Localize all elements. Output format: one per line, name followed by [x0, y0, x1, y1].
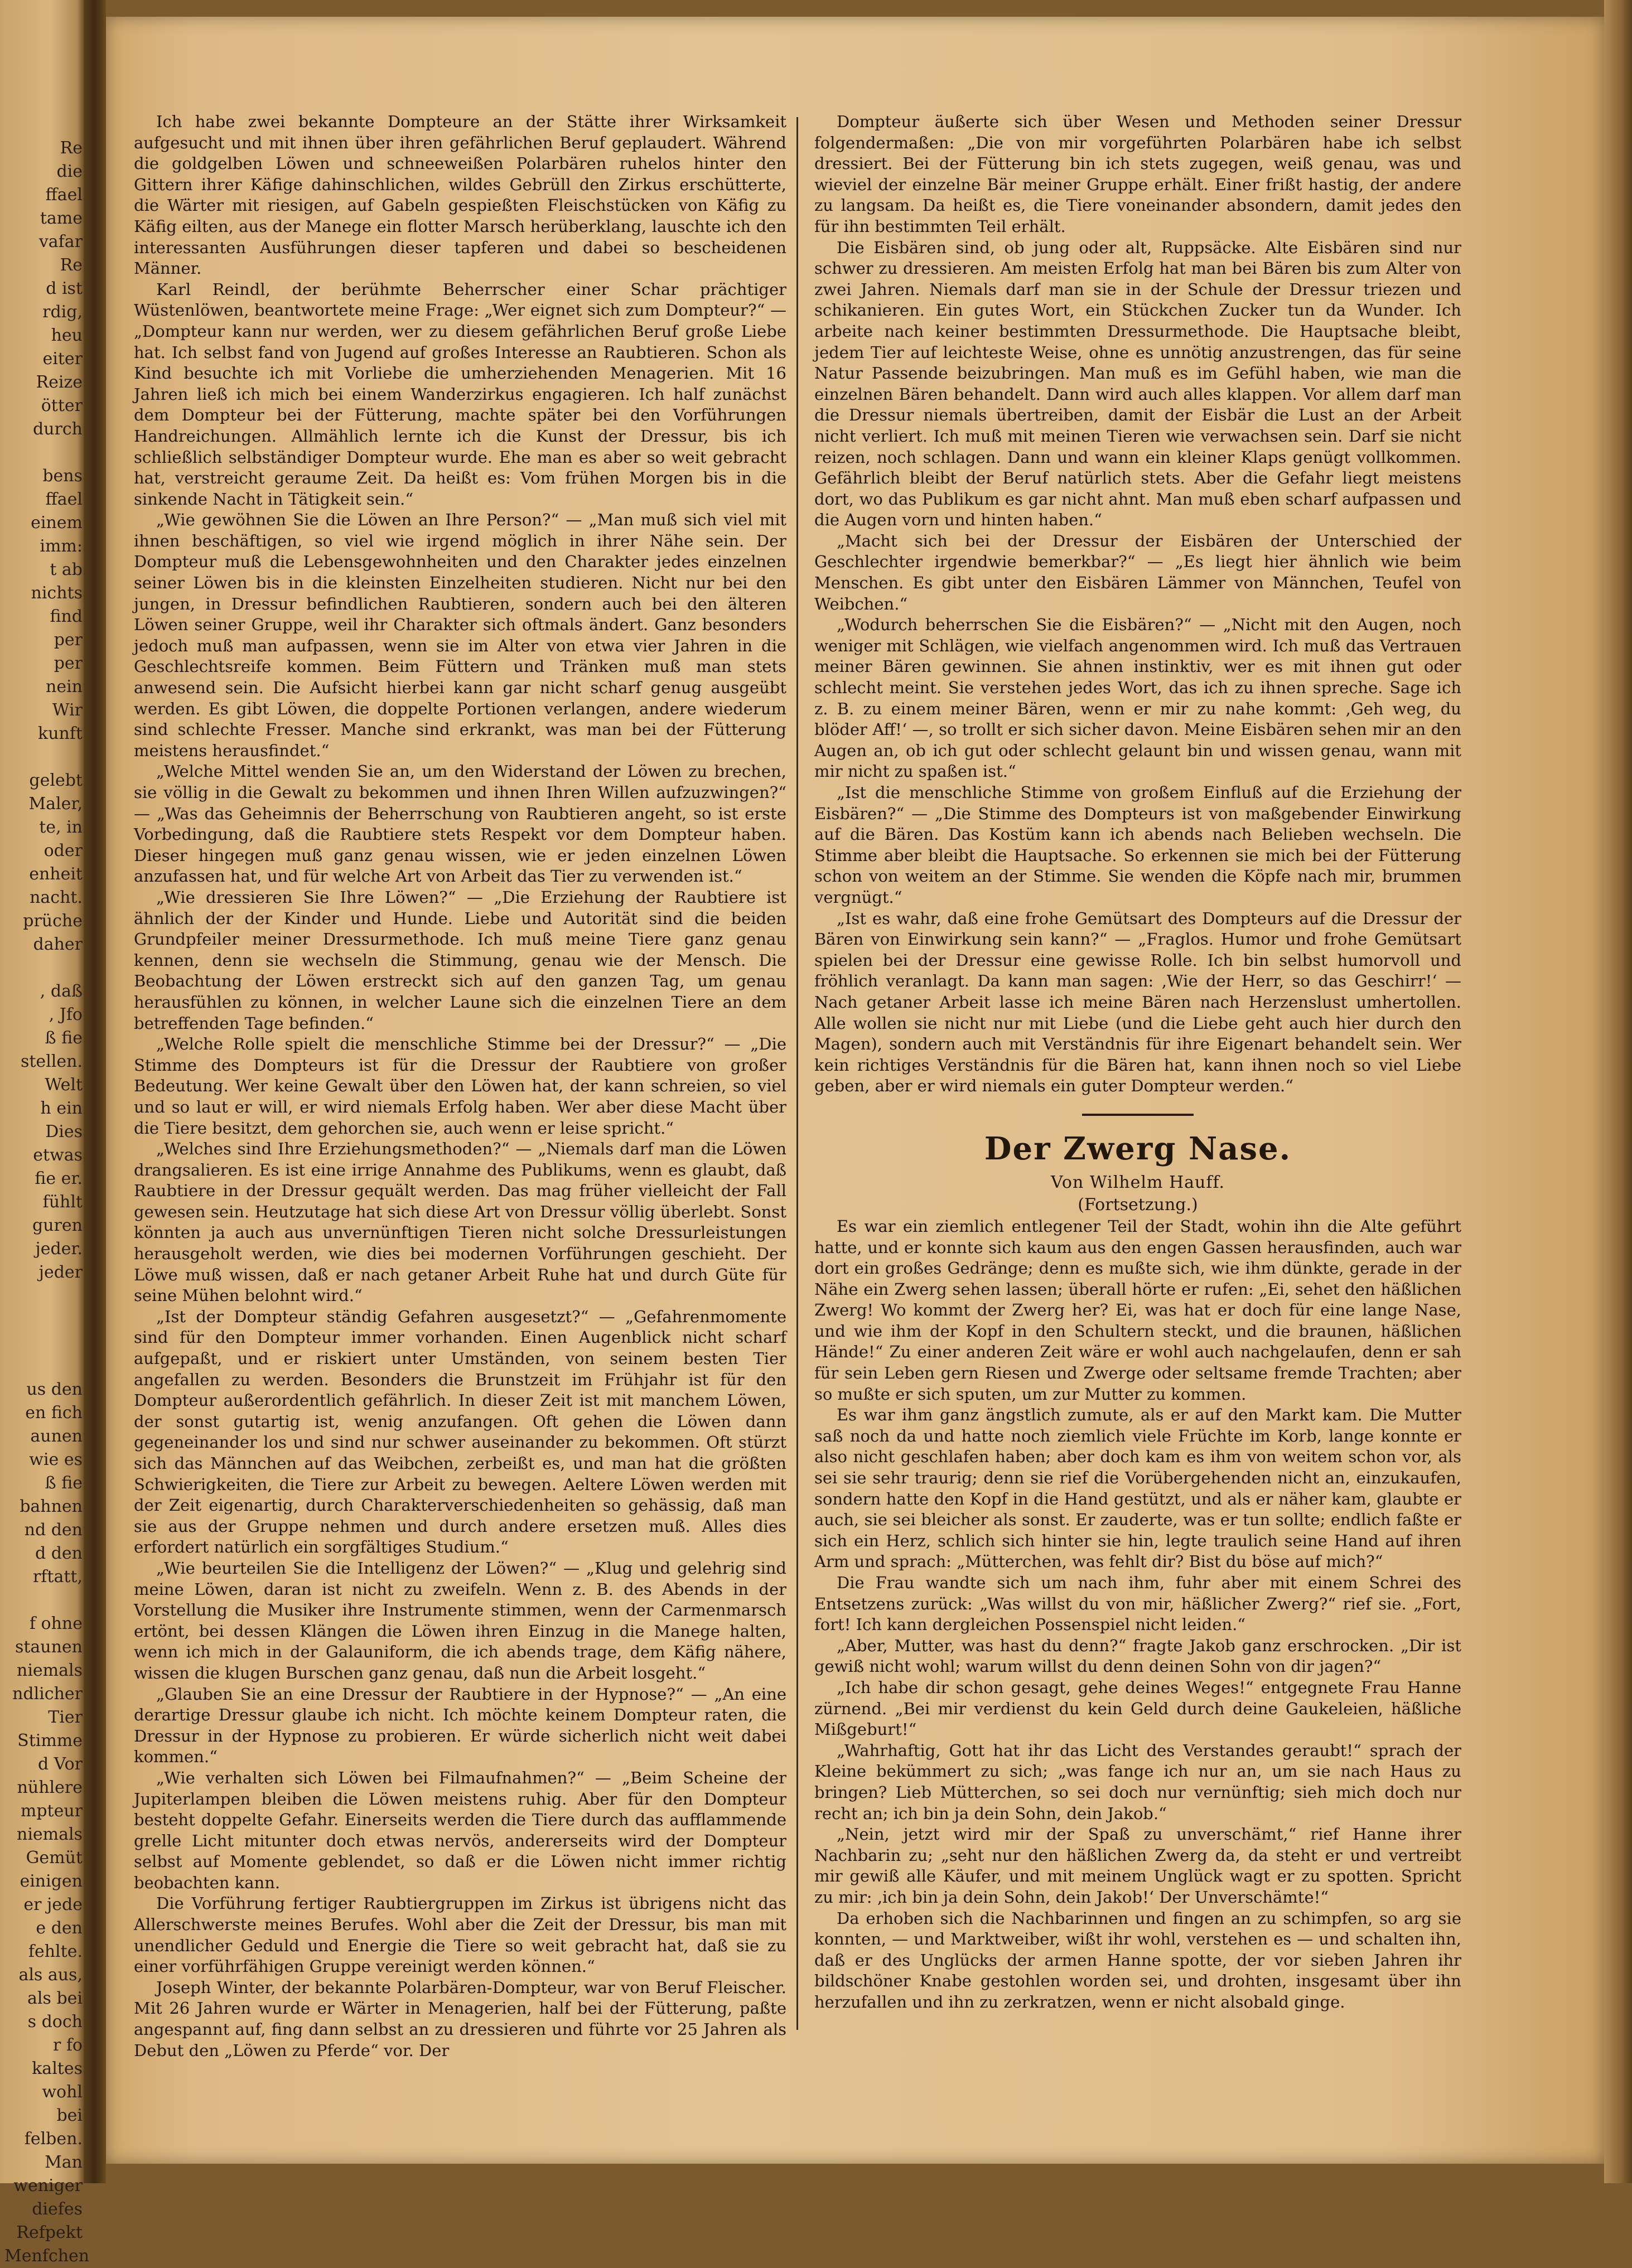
paragraph: Die Vorführung fertiger Raubtiergruppen im Zirkus ist übrigens nicht das Allerschwerste meines Berufes. Wohl aber die Zeit der Dressur, bis man mit unendlicher Geduld und Energie die Tiere so weit gebracht hat, daß sie zu einer vorführfähigen Gruppe vereinigt werden können.“ [134, 1894, 786, 1976]
story-byline: Von Wilhelm Hauff. [1050, 1172, 1225, 1192]
paragraph: Ich habe zwei bekannte Dompteure an der Stätte ihrer Wirksamkeit aufgesucht und mit ihnen über ihren gefährlichen Beruf geplaudert. Während die goldgelben Löwen und schneeweißen Polarbären ruhelos hinter den Gittern ihrer Käfige dahinschlichen, wildes Gebrüll den Zirkus erschütterte, die Wärter mit riesigen, auf Gabeln gespießten Fleischstücken von Käfig zu Käfig eilten, aus der Manege ein flotter Marsch herüberklang, lauschte ich den interessanten Ausführungen dieser tapferen und dabei so bescheidenen Männer. [134, 112, 786, 278]
left-page-fragment-text: Re die ffael tame vafar Re d ist rdig, heu eiter Reize ötter durch bens ffael einem imm: t ab nichts find per per nein Wir kunft gelebt Maler, te, in oder enheit nacht. prüche daher , daß , Jfo ß fie stellen. Welt h ein Dies etwas fie er. fühlt guren jeder. jeder us den en fich aunen wie es ß fie bahnen nd den d den rftatt, f ohne staunen niemals ndlicher Tier Stimme d Vor nühlere mpteur niemals Gemüt einigen er jede e den fehlte. als aus, als bei s doch r fo kaltes wohl bei felben. Man weniger diefes Refpekt Menfchen [4, 138, 90, 2266]
paragraph: Die Eisbären sind, ob jung oder alt, Ruppsäcke. Alte Eisbären sind nur schwer zu dressieren. Am meisten Erfolg hat man bei Bären bis zum Alter von zwei Jahren. Niemals darf man sie in der Schule der Dressur triezen und schikanieren. Ein gutes Wort, ein Stückchen Zucker tun da Wunder. Ich arbeite nach keiner bestimmten Dressurmethode. Die Hauptsache bleibt, jedem Tier auf leichteste Weise, ohne es unnötig anzustrengen, das für seine Natur Passende beizubringen. Man muß es im Gefühl haben, wie man die einzelnen Bären behandelt. Dann wird auch alles klappen. Vor allem darf man die Dressur niemals übertreiben, damit der Eisbär die Lust an der Arbeit nicht verliert. Ich muß mit meinen Tieren wie verwachsen sein. Darf sie nicht reizen, noch schlagen. Dann und wann ein kleiner Klaps genügt vollkommen. Gefährlich bleibt der Beruf natürlich stets. Aber die Gefahr liegt meistens dort, wo das Publikum es gar nicht ahnt. Man muß eben scharf aufpassen und die Augen vorn und hinten haben.“ [814, 238, 1461, 530]
paragraph: „Welches sind Ihre Erziehungsmethoden?“ — „Niemals darf man die Löwen drangsalieren. Es ist eine irrige Annahme des Publikums, wenn es glaubt, daß Raubtiere in der Dressur gequält werden. Das mag früher vielleicht der Fall gewesen sein. Heutzutage hat sich diese Art von Dressur völlig überlebt. Sonst könnten ja auch aus unvernünftigen Tieren nicht solche Dressurleistungen herausgeholt werden, wie dies bei modernen Vorführungen geschieht. Der Löwe muß wissen, daß er nach getaner Arbeit Ruhe hat und durch Güte für seine Mühen belohnt wird.“ [134, 1139, 786, 1305]
paragraph: „Glauben Sie an eine Dressur der Raubtiere in der Hypnose?“ — „An eine derartige Dressur glaube ich nicht. Ich möchte keinem Dompteur raten, die Dressur in der Hypnose zu probieren. Er würde sicherlich nicht weit dabei kommen.“ [134, 1684, 786, 1767]
story-paragraph: „Aber, Mutter, was hast du denn?“ fragte Jakob ganz erschrocken. „Dir ist gewiß nicht wohl; warum willst du denn deinen Sohn von dir jagen?“ [814, 1636, 1461, 1676]
paragraph: „Ist es wahr, daß eine frohe Gemütsart des Dompteurs auf die Dressur der Bären von Einwirkung sein kann?“ — „Fraglos. Humor und frohe Gemütsart spielen bei der Dressur eine gewisse Rolle. Ich bin selbst humorvoll und fröhlich veranlagt. Da kann man sagen: ‚Wie der Herr, so das Geschirr!‘ — Nach getaner Arbeit lasse ich meine Bären nach Herzenslust umhertollen. Alle wollen sie nicht nur mit Liebe (und die Liebe geht auch hier durch den Magen), sondern auch mit Verständnis für ihre Eigenart behandelt sein. Wer kein richtiges Verständnis für die Bären hat, kann ihnen noch so viel Liebe geben, aber er wird niemals ein guter Dompteur werden.“ [814, 908, 1461, 1096]
paragraph: „Ist der Dompteur ständig Gefahren ausgesetzt?“ — „Gefahrenmomente sind für den Dompteur immer vorhanden. Einen Augenblick nicht scharf aufgepaßt, und er riskiert unter Umständen, von seinem besten Tier angefallen zu werden. Besonders die Brunstzeit im Frühjahr ist für den Dompteur außerordentlich gefährlich. In dieser Zeit ist mit manchem Löwen, der sonst gutartig ist, wenig anzufangen. Oft gehen die Löwen dann gegeneinander los und sind nur schwer auseinander zu bekommen. Oft stürzt sich das Männchen auf das Weibchen, zerbeißt es, und man hat die größten Schwierigkeiten, die Tiere zur Arbeit zu bewegen. Aeltere Löwen werden mit der Zeit eigenartig, durch Charakterverschiedenheiten so gehässig, daß man sie aus der Gruppe nehmen und durch andere ersetzen muß. Alles dies erfordert natürlich ein sorgfältiges Studium.“ [134, 1307, 786, 1557]
story-paragraph: Die Frau wandte sich um nach ihm, fuhr aber mit einem Schrei des Entsetzens zurück: „Was willst du von mir, häßlicher Zwerg?“ rief sie. „Fort, fort! Ich kann dergleichen Possenspiel nicht leiden.“ [814, 1573, 1461, 1634]
story-paragraph: „Ich habe dir schon gesagt, gehe deines Weges!“ entgegnete Frau Hanne zürnend. „Bei mir verdienst du kein Geld durch deine Gaukeleien, häßliche Mißgeburt!“ [814, 1677, 1461, 1739]
paragraph: „Welche Rolle spielt die menschliche Stimme bei der Dressur?“ — „Die Stimme des Dompteurs ist für die Dressur der Raubtiere von großer Bedeutung. Wer keine Gewalt über den Löwen hat, der kann schreien, so viel und so laut er will, er wird niemals Erfolg haben. Wer aber diese Macht über die Tiere besitzt, dem gehorchen sie, auch wenn er leise spricht.“ [134, 1034, 786, 1138]
paragraph: „Macht sich bei der Dressur der Eisbären der Unterschied der Geschlechter irgendwie bemerkbar?“ — „Es liegt hier ähnlich wie beim Menschen. Es gibt unter den Eisbären Lämmer von Männchen, Teufel von Weibchen.“ [814, 531, 1461, 613]
paragraph: Joseph Winter, der bekannte Polarbären-Dompteur, war von Beruf Fleischer. Mit 26 Jahren wurde er Wärter in Menagerien, half bei der Fütterung, paßte angespannt auf, fing dann selbst an zu dressieren und führte vor 25 Jahren als Debut den „Löwen zu Pferde“ vor. Der [134, 1977, 786, 2060]
story-paragraph: „Wahrhaftig, Gott hat ihr das Licht des Verstandes geraubt!“ sprach der Kleine bekümmert zu sich; „was fange ich nur an, um sie nach Haus zu bringen? Lieb Mütterchen, so sei doch nur vernünftig; sieh mich doch nur recht an; ich bin ja dein Sohn, dein Jakob.“ [814, 1740, 1461, 1823]
left-column [134, 112, 786, 2061]
paragraph: „Ist die menschliche Stimme von großem Einfluß auf die Erziehung der Eisbären?“ — „Die Stimme des Dompteurs ist von maßgebender Einwirkung auf die Bären. Das Kostüm kann ich abends nach Belieben wechseln. Die Stimme aber bleibt die Hauptsache. So erkennen sie mich bei der Fütterung schon von weitem an der Stimme. Sie wenden die Köpfe nach mir, brummen vergnügt.“ [814, 783, 1461, 907]
paragraph: Karl Reindl, der berühmte Beherrscher einer Schar prächtiger Wüstenlöwen, beantwortete meine Frage: „Wer eignet sich zum Dompteur?“ — „Dompteur kann nur werden, wer zu diesem gefährlichen Beruf große Liebe hat. Ich selbst fand von Jugend auf großes Interesse an Raubtieren. Schon als Kind besuchte ich mit Vorliebe die umherziehenden Menagerien. Mit 16 Jahren ließ ich mich bei einem Wanderzirkus engagieren. Ich half zunächst dem Dompteur bei der Fütterung, machte später bei den Vorführungen Handreichungen. Allmählich lernte ich die Kunst der Dressur, bis ich schließlich selbständiger Dompteur wurde. Ehe man es aber so weit gebracht hat, verstreicht geraume Zeit. Da heißt es: Vom frühen Morgen bis in die sinkende Nacht in Tätigkeit sein.“ [134, 279, 786, 509]
column-divider [796, 117, 798, 2030]
right-column [814, 112, 1461, 2013]
left-page-edge [0, 0, 90, 2266]
story-paragraph: Da erhoben sich die Nachbarinnen und fingen an zu schimpfen, so arg sie konnten, — und Marktweiber, wißt ihr wohl, verstehen es — und schalten ihn, daß er des Unglücks der armen Hanne spotte, der vor sieben Jahren ihr bildschöner Knabe gestohlen worden sei, und drohten, insgesamt über ihn herzufallen und ihn zu zerkratzen, wenn er nicht alsobald ginge. [814, 1908, 1461, 2011]
story-paragraph: Es war ein ziemlich entlegener Teil der Stadt, wohin ihn die Alte geführt hatte, und er konnte sich kaum aus den engen Gassen herausfinden, auch war dort ein großes Gedränge; denn es mußte sich, wie ihm dünkte, gerade in der Nähe ein Zwerg sehen lassen; überall hörte er rufen: „Ei, sehet den häßlichen Zwerg! Wo kommt der Zwerg her? Ei, was hat er doch für eine lange Nase, und wie ihm der Kopf in den Schultern steckt, und die braunen, häßlichen Hände!“ Zu einer anderen Zeit wäre er wohl auch nachgelaufen, denn er sah für sein Leben gern Riesen und Zwerge oder seltsame fremde Trachten; aber so mußte er sich sputen, um zur Mutter zu kommen. [814, 1216, 1461, 1404]
paragraph: „Wodurch beherrschen Sie die Eisbären?“ — „Nicht mit den Augen, noch weniger mit Schlägen, wie vielfach angenommen wird. Ich muß das Vertrauen meiner Bären gewinnen. Sie ahnen instinktiv, wer es mit ihnen gut oder schlecht meint. Sie verstehen jedes Wort, das ich zu ihnen spreche. Sage ich z. B. zu einem meiner Bären, wenn er mir zu nahe kommt: ‚Geh weg, du blöder Aff!‘ —, so trollt er sich sicher davon. Meine Eisbären sehen mir an den Augen an, ob ich gut oder schlecht gelaunt bin und wissen genau, wann mit mir nicht zu spaßen ist.“ [814, 615, 1461, 781]
paragraph: Dompteur äußerte sich über Wesen und Methoden seiner Dressur folgendermaßen: „Die von mir vorgeführten Polarbären habe ich selbst dressiert. Bei der Fütterung bin ich stets zugegen, weiß genau, was und wieviel der einzelne Bär meiner Gruppe erhält. Einer frißt hastig, der andere zu langsam. Da heißt es, die Tiere voneinander absondern, damit jedes den für ihn bestimmten Teil erhält. [814, 112, 1461, 236]
story-paragraph: Es war ihm ganz ängstlich zumute, als er auf den Markt kam. Die Mutter saß noch da und hatte noch ziemlich viele Früchte im Korb, lange konnte er also nicht geschlafen haben; aber doch kam es ihm von weitem schon vor, als sei sie sehr traurig; denn sie rief die Vorübergehenden nicht an, einzukaufen, sondern hatte den Kopf in die Hand gestützt, und als er näher kam, glaubte er auch, sie sei bleicher als sonst. Er zauderte, was er tun sollte; endlich faßte er sich ein Herz, schlich sich hinter sie hin, legte traulich seine Hand auf ihren Arm und sprach: „Mütterchen, was fehlt dir? Bist du böse auf mich?“ [814, 1405, 1461, 1571]
paragraph: „Welche Mittel wenden Sie an, um den Widerstand der Löwen zu brechen, sie völlig in die Gewalt zu bekommen und ihnen Ihren Willen aufzuzwingen?“ — „Was das Geheimnis der Beherrschung von Raubtieren angeht, so ist erste Vorbedingung, daß die Raubtiere stets Respekt vor dem Dompteur haben. Dieser hingegen muß ganz genau wissen, wie er jeden einzelnen Löwen anzufassen hat, und für welche Art von Arbeit das Tier zu verwenden ist.“ [134, 762, 786, 886]
right-page-edge [1604, 0, 1632, 2183]
article-separator [1082, 1114, 1194, 1116]
story-title: Der Zwerg Nase. [984, 1130, 1292, 1167]
paragraph: „Wie beurteilen Sie die Intelligenz der Löwen?“ — „Klug und gelehrig sind meine Löwen, daran ist nicht zu zweifeln. Wenn z. B. des Abends in der Vorstellung die Musiker ihre Instrumente stimmen, wenn der Carmenmarsch ertönt, bei dessen Klängen die Löwen ihren Einzug in die Manege halten, wenn ich mich in der Galauniform, die ich abends trage, dem Käfig nähere, wissen die klugen Burschen ganz genau, daß nun die Arbeit losgeht.“ [134, 1558, 786, 1682]
paragraph: „Wie dressieren Sie Ihre Löwen?“ — „Die Erziehung der Raubtiere ist ähnlich der der Kinder und Hunde. Liebe und Autorität sind die beiden Grundpfeiler meiner Dressurmethode. Ich muß meine Tiere ganz genau kennen, denn sie wechseln die Stimmung, genau wie der Mensch. Die Beobachtung der Löwen erstreckt sich auf den ganzen Tag, um genau herausfühlen zu können, in welcher Laune sich die einzelnen Tiere an dem betreffenden Tage befinden.“ [134, 887, 786, 1033]
book-gutter [84, 0, 106, 2183]
story-paragraph: „Nein, jetzt wird mir der Spaß zu unverschämt,“ rief Hanne ihrer Nachbarin zu; „seht nur den häßlichen Zwerg da, da steht er und vertreibt mir gewiß alle Käufer, und mit meinem Unglück wagt er zu spotten. Spricht zu mir: ‚ich bin ja dein Sohn, dein Jakob!‘ Der Unverschämte!“ [814, 1825, 1461, 1907]
paragraph: „Wie verhalten sich Löwen bei Filmaufnahmen?“ — „Beim Scheine der Jupiterlampen bleiben die Löwen meistens ruhig. Aber für den Dompteur besteht doppelte Gefahr. Einerseits werden die Tiere durch das aufflammende grelle Licht mitunter doch etwas nervös, andererseits wird der Dompteur selbst auf Momente geblendet, so daß er die Löwen nicht immer richtig beobachten kann. [134, 1768, 786, 1892]
story-continuation: (Fortsetzung.) [1078, 1195, 1198, 1215]
paragraph: „Wie gewöhnen Sie die Löwen an Ihre Person?“ — „Man muß sich viel mit ihnen beschäftigen, so viel wie irgend möglich in ihrer Nähe sein. Der Dompteur muß die Lebensgewohnheiten und den Charakter jedes einzelnen seiner Löwen bis in die kleinsten Einzelheiten studieren. Nicht nur bei den jungen, in Dressur befindlichen Raubtieren, sondern auch bei den älteren Löwen seiner Gruppe, weil ihr Charakter sich oftmals ändert. Ganz besonders jedoch muß man aufpassen, wenn sie im Alter von etwa vier Jahren in die Geschlechtsreife kommen. Beim Füttern und Tränken muß man stets anwesend sein. Die Aufsicht hierbei kann gar nicht scharf genug ausgeübt werden. Es gibt Löwen, die doppelte Portionen verlangen, andere wiederum sind schlechte Fresser. Manche sind erkrankt, was man bei der Fütterung meistens herausfindet.“ [134, 510, 786, 760]
